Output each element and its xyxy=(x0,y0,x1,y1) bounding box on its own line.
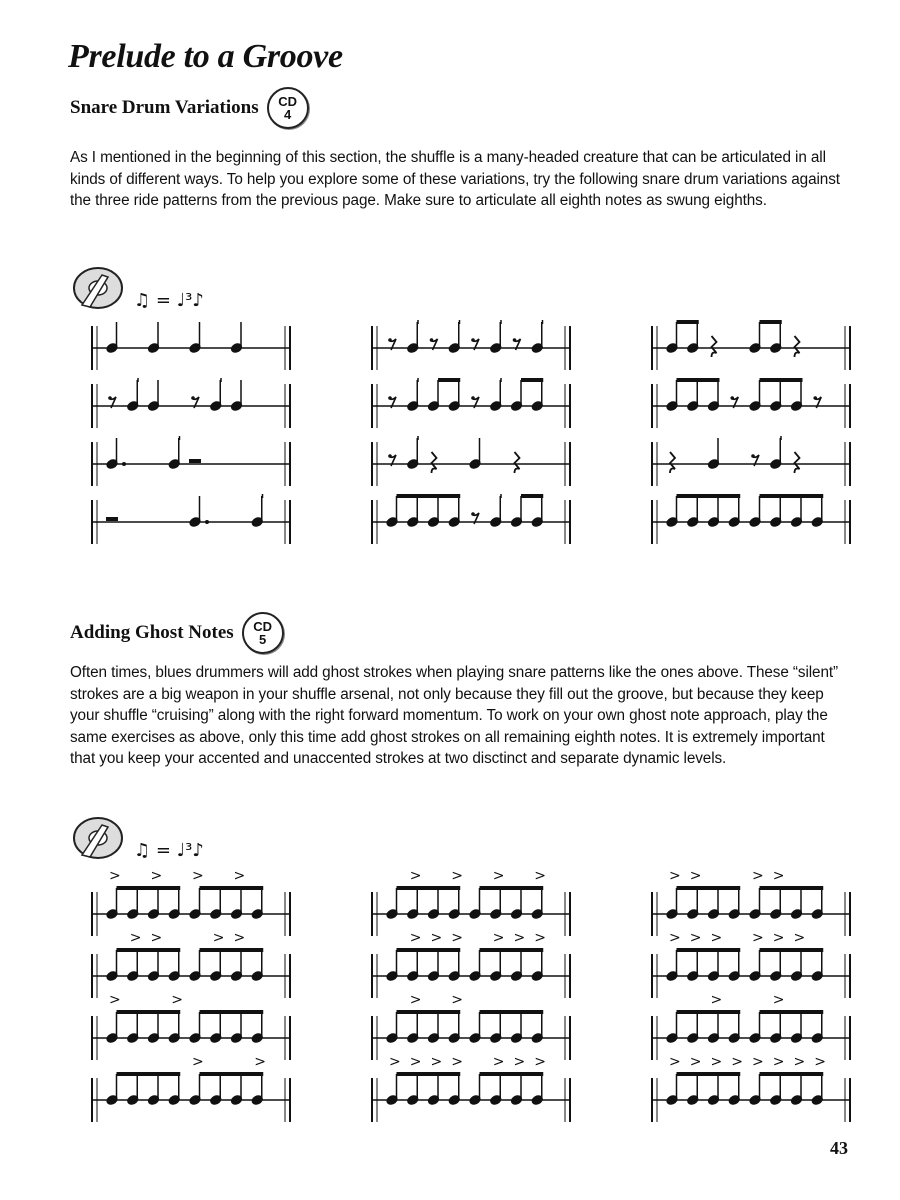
notation-staff xyxy=(372,1054,570,1122)
beam xyxy=(677,948,741,952)
beam xyxy=(200,948,264,952)
notation-staff xyxy=(652,378,850,428)
notation-staff xyxy=(92,1054,290,1122)
notation-staff xyxy=(652,494,850,544)
accent-mark: > xyxy=(212,930,225,946)
accent-mark: > xyxy=(772,1054,785,1070)
notation-staff xyxy=(92,436,290,486)
eighth-rest-dot xyxy=(388,338,392,342)
cd-track-number: 4 xyxy=(284,107,292,122)
accent-mark: > xyxy=(430,1054,443,1070)
accent-mark: > xyxy=(772,868,785,884)
beam xyxy=(438,378,460,382)
notation-staff xyxy=(92,992,290,1060)
beam xyxy=(397,1072,461,1076)
accent-mark: > xyxy=(689,930,702,946)
half-rest xyxy=(189,459,201,463)
swing-tempo-marking: ♫ = ♩³♪ xyxy=(134,290,204,311)
section-paragraph: As I mentioned in the beginning of this section, the shuffle is a many-headed creature that can be articulated in all kinds of different ways. To help you explore some of these variations, try the following snare drum variations against the three ride patterns from the previous page. Make sure to articulate all eighth notes as swung eighths. xyxy=(70,149,840,210)
notation-staff xyxy=(372,868,570,936)
eighth-rest-dot xyxy=(471,512,475,516)
half-rest xyxy=(106,517,118,521)
accent-mark: > xyxy=(772,992,785,1008)
eighth-rest-dot xyxy=(191,396,195,400)
cd-track-badge xyxy=(267,87,309,129)
notation-staff xyxy=(652,436,850,486)
cd-label: CD xyxy=(253,619,273,634)
quarter-rest xyxy=(712,336,717,357)
beam xyxy=(417,436,419,440)
eighth-rest-dot xyxy=(430,338,434,342)
accent-mark: > xyxy=(451,930,463,946)
accent-mark: > xyxy=(669,930,681,946)
beam xyxy=(179,436,181,440)
cd-disc-icon xyxy=(72,265,126,311)
eighth-rest-dot xyxy=(388,396,392,400)
notation-staff xyxy=(92,868,290,936)
notation-grid xyxy=(80,866,860,1136)
beam xyxy=(117,886,181,890)
beam xyxy=(760,948,824,952)
accent-mark: > xyxy=(513,930,526,946)
quarter-rest xyxy=(795,336,800,357)
notation-staff xyxy=(92,378,290,428)
beam xyxy=(220,378,222,382)
section-heading-ghost-notes xyxy=(70,612,284,654)
beam xyxy=(521,494,543,498)
accent-mark: > xyxy=(171,992,183,1008)
beam xyxy=(117,1072,181,1076)
accent-mark: > xyxy=(772,930,785,946)
notation-staff xyxy=(652,320,850,370)
notation-staff xyxy=(652,1054,850,1122)
section-heading-text: Snare Drum Variations xyxy=(70,97,259,118)
beam xyxy=(677,320,699,324)
snare-variations-exercises xyxy=(80,318,860,568)
notation-staff xyxy=(372,378,570,428)
accent-mark: > xyxy=(534,1054,546,1070)
accent-mark: > xyxy=(409,930,422,946)
beam xyxy=(677,378,720,382)
beam xyxy=(397,1010,461,1014)
beam xyxy=(262,494,264,498)
beam xyxy=(480,1072,544,1076)
accent-mark: > xyxy=(451,992,463,1008)
beam xyxy=(117,948,181,952)
accent-mark: > xyxy=(534,868,546,884)
accent-mark: > xyxy=(109,868,121,884)
dot xyxy=(205,520,209,524)
accent-mark: > xyxy=(409,992,422,1008)
beam xyxy=(397,886,461,890)
accent-mark: > xyxy=(233,868,246,884)
accent-mark: > xyxy=(150,868,163,884)
accent-mark: > xyxy=(793,1054,806,1070)
eighth-rest-dot xyxy=(751,454,755,458)
notation-staff xyxy=(372,494,570,544)
accent-mark: > xyxy=(513,1054,526,1070)
notation-staff xyxy=(372,320,570,370)
beam xyxy=(677,1010,741,1014)
quarter-rest xyxy=(432,452,437,473)
accent-mark: > xyxy=(710,992,723,1008)
accent-mark: > xyxy=(129,930,142,946)
notation-staff xyxy=(92,322,290,370)
tempo-marking-block xyxy=(72,815,204,861)
accent-mark: > xyxy=(689,1054,702,1070)
accent-mark: > xyxy=(689,868,702,884)
beam xyxy=(760,494,824,498)
section-heading-snare-variations xyxy=(70,87,309,129)
notation-staff xyxy=(92,494,290,544)
accent-mark: > xyxy=(669,1054,681,1070)
cd-disc-icon xyxy=(72,815,126,861)
notation-staff xyxy=(372,436,570,486)
accent-mark: > xyxy=(492,930,505,946)
beam xyxy=(200,886,264,890)
beam xyxy=(417,378,419,382)
accent-mark: > xyxy=(389,1054,401,1070)
beam xyxy=(500,378,502,382)
accent-mark: > xyxy=(192,868,204,884)
accent-mark: > xyxy=(192,1054,204,1070)
accent-mark: > xyxy=(430,930,443,946)
notation-staff xyxy=(372,992,570,1060)
quarter-rest xyxy=(670,452,675,473)
beam xyxy=(480,948,544,952)
accent-mark: > xyxy=(109,992,121,1008)
beam xyxy=(521,378,543,382)
accent-mark: > xyxy=(534,930,546,946)
eighth-rest-dot xyxy=(471,338,475,342)
beam xyxy=(459,320,461,324)
beam xyxy=(780,436,782,440)
accent-mark: > xyxy=(409,868,422,884)
accent-mark: > xyxy=(451,1054,463,1070)
beam xyxy=(200,1010,264,1014)
notation-staff xyxy=(372,930,570,998)
accent-mark: > xyxy=(752,868,764,884)
quarter-rest xyxy=(515,452,520,473)
accent-mark: > xyxy=(814,1054,826,1070)
beam xyxy=(760,320,782,324)
page-number: 43 xyxy=(830,1138,848,1158)
accent-mark: > xyxy=(233,930,246,946)
tempo-marking-block xyxy=(72,265,204,311)
section-paragraph: Often times, blues drummers will add ghost strokes when playing snare patterns like the ones above. These “silent” strokes are a big weapon in your shuffle arsenal, not only because they fill out the groove, but because they keep your shuffle “cruising” along with the right forward momentum. To work on your own ghost note approach, play the same exercises as above, only this time add ghost strokes on all remaining eighth notes. It is extremely important that you keep your accented and unaccented strokes at two disctinct and separate dynamic levels. xyxy=(70,664,838,768)
accent-mark: > xyxy=(254,1054,266,1070)
cd-track-badge xyxy=(242,612,284,654)
ghost-note-exercises xyxy=(80,866,860,1136)
accent-mark: > xyxy=(710,930,723,946)
beam xyxy=(417,320,419,324)
notation-staff xyxy=(92,930,290,998)
notation-grid xyxy=(80,318,860,568)
beam xyxy=(760,378,803,382)
cd-track-number: 5 xyxy=(259,632,267,647)
beam xyxy=(500,320,502,324)
quarter-rest xyxy=(795,452,800,473)
accent-mark: > xyxy=(710,1054,723,1070)
beam xyxy=(200,1072,264,1076)
swing-tempo-marking: ♫ = ♩³♪ xyxy=(134,840,204,861)
accent-mark: > xyxy=(492,1054,505,1070)
section-heading-text: Adding Ghost Notes xyxy=(70,622,234,643)
accent-mark: > xyxy=(150,930,163,946)
eighth-rest-dot xyxy=(813,396,817,400)
accent-mark: > xyxy=(492,868,505,884)
cd-label: CD xyxy=(278,94,298,109)
accent-mark: > xyxy=(669,868,681,884)
beam xyxy=(397,494,461,498)
beam xyxy=(760,1072,824,1076)
eighth-rest-dot xyxy=(388,454,392,458)
notation-staff xyxy=(652,868,850,936)
eighth-rest-dot xyxy=(513,338,517,342)
page-title: Prelude to a Groove xyxy=(68,38,343,75)
accent-mark: > xyxy=(752,1054,764,1070)
beam xyxy=(117,1010,181,1014)
accent-mark: > xyxy=(752,930,764,946)
beam xyxy=(480,886,544,890)
beam xyxy=(760,1010,824,1014)
beam xyxy=(480,1010,544,1014)
eighth-rest-dot xyxy=(730,396,734,400)
beam xyxy=(760,886,824,890)
beam xyxy=(397,948,461,952)
beam xyxy=(677,886,741,890)
eighth-rest-dot xyxy=(471,396,475,400)
eighth-rest-dot xyxy=(108,396,112,400)
beam xyxy=(542,320,544,324)
beam xyxy=(677,494,741,498)
notation-staff xyxy=(652,992,850,1060)
accent-mark: > xyxy=(793,930,806,946)
dot xyxy=(122,462,126,466)
beam xyxy=(137,378,139,382)
accent-mark: > xyxy=(409,1054,422,1070)
beam xyxy=(677,1072,741,1076)
notation-staff xyxy=(652,930,850,998)
beam xyxy=(500,494,502,498)
accent-mark: > xyxy=(451,868,463,884)
accent-mark: > xyxy=(731,1054,743,1070)
